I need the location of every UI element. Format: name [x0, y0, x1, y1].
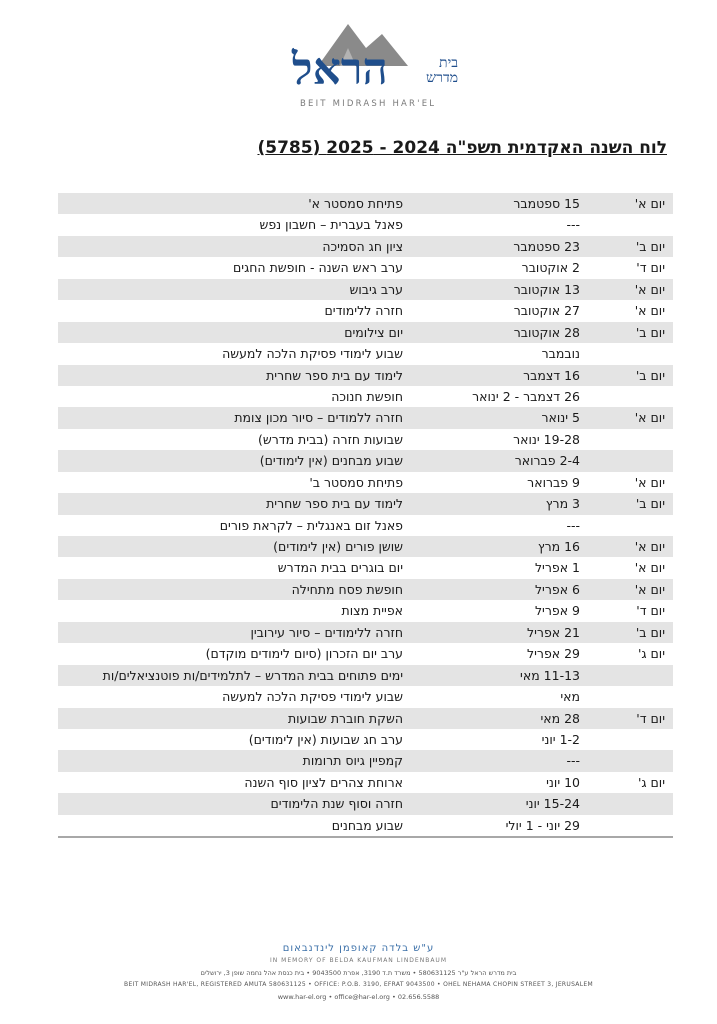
logo-word-beit: בית	[439, 55, 458, 71]
row-date: 1-2 יוני	[541, 731, 580, 747]
row-date: 15-24 יוני	[525, 796, 580, 812]
logo	[290, 18, 460, 118]
row-day: יום א'	[634, 410, 665, 426]
logo-english: BEIT MIDRASH HAR'EL	[300, 99, 437, 109]
row-date: 2-4 פברואר	[514, 453, 580, 469]
table-row	[58, 665, 673, 686]
row-day: יום ד'	[636, 603, 665, 619]
table-row	[58, 322, 673, 343]
table-row	[58, 472, 673, 493]
row-date: 21 אפריל	[527, 624, 580, 640]
table-row	[58, 365, 673, 386]
row-event: חזרה ללימודים	[324, 303, 403, 319]
row-event: ערב ראש השנה - חופשת החגים	[233, 260, 403, 276]
row-date: 27 אוקטובר	[513, 303, 580, 319]
footer-memorial-hebrew: ע"ש בלדה קאופמן לינדנבאום	[282, 943, 435, 954]
table-row	[58, 214, 673, 235]
footer-address-english: BEIT MIDRASH HAR'EL, REGISTERED AMUTA 580631125 • OFFICE: P.O.B. 3190, EFRAT 9043500 • OHEL NEHAMA CHOPIN STREET 3, JERUSALEM	[124, 981, 593, 988]
table-row	[58, 686, 673, 707]
table-row	[58, 793, 673, 814]
row-date: 28 מאי	[540, 710, 580, 726]
row-event: שבוע מבחנים	[331, 817, 403, 833]
row-date: 9 פברואר	[527, 474, 580, 490]
table-row	[58, 708, 673, 729]
row-date: 1 אפריל	[534, 560, 580, 576]
table-row	[58, 557, 673, 578]
row-event: לימוד עם בית ספר שחרית	[266, 367, 403, 383]
row-day: יום א'	[634, 539, 665, 554]
table-row	[58, 815, 673, 836]
row-event: חזרה ללימודים – סיור עירובין	[250, 624, 403, 640]
row-event: שושן פורים (אין לימודים)	[273, 539, 403, 554]
row-event: חזרה ללמודים – סיור מכון צומת	[234, 410, 403, 426]
table-row	[58, 236, 673, 257]
row-day: יום א'	[634, 303, 665, 319]
row-event: פתיחת סמסטר א'	[308, 196, 403, 211]
table-row	[58, 600, 673, 621]
row-event: ערב יום הזכרון (סיום לימודים מוקדם)	[205, 646, 403, 662]
row-event: פאנל בעברית – חשבון נפש	[259, 217, 403, 233]
row-date: 26 דצמבר - 2 ינואר	[472, 388, 580, 404]
row-date: 5 ינואר	[541, 410, 580, 426]
row-day: יום א'	[634, 474, 665, 490]
row-date: 28 אוקטובר	[513, 324, 580, 340]
row-event: שבוע מבחנים (אין לימודים)	[259, 453, 403, 469]
row-date: 11-13 מאי	[520, 667, 580, 683]
table-row	[58, 579, 673, 600]
table-row	[58, 450, 673, 471]
table-row	[58, 386, 673, 407]
row-day: יום ב'	[635, 324, 665, 340]
table-row	[58, 429, 673, 450]
row-day: יום א'	[634, 196, 665, 211]
footer-address-hebrew: בית מדרש הראל ע"ר 580631125 • משרד ת.ד 3190, אפרת 9043500 • בית כנסת אהל נחמה שופן 3, ירושלים	[200, 969, 517, 977]
logo-hebrew-main: הראל	[292, 44, 388, 95]
table-row	[58, 729, 673, 750]
row-day: יום ב'	[635, 624, 665, 640]
logo-hebrew-small	[408, 56, 458, 85]
table-row	[58, 257, 673, 278]
table-row	[58, 622, 673, 643]
row-day: יום א'	[634, 560, 665, 576]
row-event: אפיית מצות	[341, 603, 403, 619]
table-row	[58, 300, 673, 321]
row-date: 29 יוני - 1 יולי	[505, 817, 580, 833]
table-row	[58, 772, 673, 793]
table-row	[58, 343, 673, 364]
row-date: נובמבר	[541, 346, 580, 362]
row-event: שבוע לימודי פסיקת הלכה למעשה	[222, 346, 403, 362]
row-event: השקת חוברת שבועות	[287, 710, 403, 726]
row-date: 19-28 ינואר	[513, 431, 580, 447]
row-date: 15 ספטמבר	[513, 196, 580, 211]
row-day: יום ב'	[635, 496, 665, 512]
row-date: 16 דצמבר	[523, 367, 580, 383]
row-date: ---	[566, 753, 580, 769]
row-event: ערב גיבוש	[349, 281, 403, 297]
row-event: חזרה וסוף שנת הלימודים	[270, 796, 403, 812]
row-event: ציון חג הסמיכה	[322, 238, 403, 254]
row-event: שבוע לימודי פסיקת הלכה למעשה	[222, 689, 403, 705]
row-event: ארוחת צהרים לציון סוף השנה	[244, 774, 403, 790]
row-event: ערב חג שבועות (אין לימודים)	[248, 731, 403, 747]
row-event: יום בוגרים בבית המדרש	[277, 560, 403, 576]
table-row	[58, 279, 673, 300]
table-row	[58, 407, 673, 428]
table-row	[58, 750, 673, 771]
footer-memorial-english: IN MEMORY OF BELDA KAUFMAN LINDENBAUM	[270, 957, 447, 964]
row-date: 13 אוקטובר	[513, 281, 580, 297]
row-date: 6 אפריל	[534, 581, 580, 597]
row-event: ימים פתוחים בבית המדרש – לתלמידים/ות פוטנציאלים/ות	[102, 667, 403, 683]
row-event: שבועות חזרה (בבית מדרש)	[257, 431, 403, 447]
row-day: יום ב'	[635, 238, 665, 254]
row-date: 16 מרץ	[537, 539, 580, 554]
row-day: יום ב'	[635, 367, 665, 383]
row-event: לימוד עם בית ספר שחרית	[266, 496, 403, 512]
row-day: יום ד'	[636, 260, 665, 276]
row-event: פאנל זום באנגלית – לקראת פורים	[219, 517, 403, 533]
row-date: 23 ספטמבר	[513, 238, 580, 254]
row-date: ---	[566, 517, 580, 533]
table-row	[58, 536, 673, 557]
row-event: פתיחת סמסטר ב'	[309, 474, 403, 490]
row-date: מאי	[560, 689, 580, 705]
row-event: חופשת פסח מתחילה	[291, 581, 403, 597]
row-day: יום ג'	[637, 646, 665, 662]
calendar-table	[58, 193, 673, 838]
footer-contact: www.har-el.org • office@har-el.org • 02.656.5588	[277, 993, 440, 1001]
row-date: 10 יוני	[546, 774, 580, 790]
row-day: יום א'	[634, 281, 665, 297]
row-date: 3 מרץ	[545, 496, 580, 512]
row-date: 9 אפריל	[534, 603, 580, 619]
table-row	[58, 193, 673, 214]
row-date: ---	[566, 217, 580, 233]
row-event: יום צילומים	[344, 324, 403, 340]
row-event: קמפיין גיוס תרומות	[302, 753, 403, 769]
table-row	[58, 643, 673, 664]
row-day: יום ג'	[637, 774, 665, 790]
table-row	[58, 493, 673, 514]
row-event: חופשת חנוכה	[331, 388, 403, 404]
row-day: יום א'	[634, 581, 665, 597]
row-date: 2 אוקטובר	[521, 260, 580, 276]
table-row	[58, 515, 673, 536]
page-title: לוח השנה האקדמית תשפ"ה 2024 - 2025 (5785)	[257, 138, 667, 158]
row-day: יום ד'	[636, 710, 665, 726]
row-date: 29 אפריל	[527, 646, 580, 662]
logo-word-midrash: מדרש	[426, 69, 458, 86]
